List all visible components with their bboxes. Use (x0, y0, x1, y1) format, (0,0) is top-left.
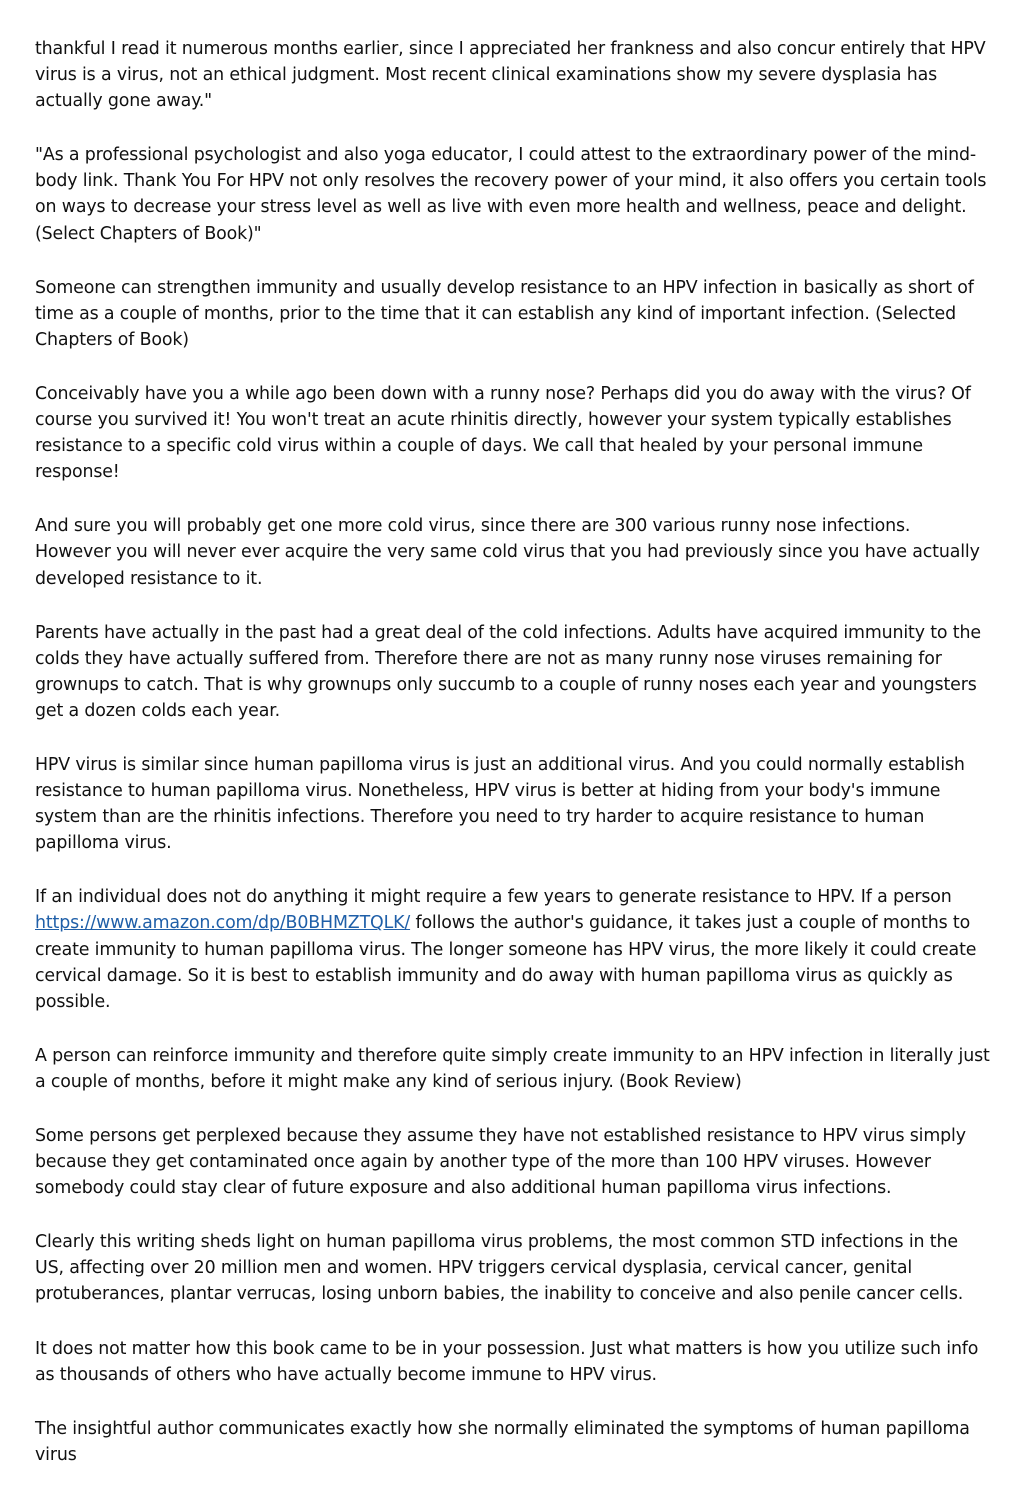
paragraph-psychologist-quote: "As a professional psychologist and also yoga educator, I could attest to the extraordinary power of the mind-body link. Thank You For HPV not only resolves the recovery power of your mind, it also offers you certain tools on ways to decrease your stress level as well as live with even more health and wellness, peace and delight. (Select Chapters of Book)" (35, 145, 987, 244)
link-paragraph-after: follows the author's guidance, it takes just a couple of months to create immunity to human papilloma virus. The longer someone has HPV virus, the more likely it could create cervical damage. So it is best to establish immunity and do away with human papilloma virus as quickly as possible. (35, 913, 977, 1012)
amazon-link[interactable]: https://www.amazon.com/dp/B0BHMZTQLK/ (35, 913, 411, 934)
link-paragraph-before: If an individual does not do anything it might require a few years to generate resistance to HPV. If a person (35, 887, 952, 908)
paragraph-strengthen-immunity: Someone can strengthen immunity and usually develop resistance to an HPV infection in basically as short of time as a couple of months, prior to the time that it can establish any kind of important infection. (Selected Chapters of Book) (35, 277, 974, 350)
paragraph-runny-nose: Conceivably have you a while ago been down with a runny nose? Perhaps did you do away with the virus? Of course you survived it! You won't treat an acute rhinitis directly, however your system typically establishes resistance to a specific cold virus within a couple of days. We call that healed by your personal immune response! (35, 383, 971, 483)
document-body (35, 36, 990, 1496)
paragraph-perplexed: Some persons get perplexed because they assume they have not established resistance to HPV virus simply because they get contaminated once again by another type of the more than 100 HPV viruses. However somebody could stay clear of future exposure and also additional human papilloma virus infections. (35, 1126, 966, 1199)
paragraph-parents: Parents have actually in the past had a great deal of the cold infections. Adults have acquired immunity to the colds they have actually suffered from. Therefore there are not as many runny nose viruses remaining for grownups to catch. That is why grownups only succumb to a couple of runny noses each year and youngsters get a dozen colds each year. (35, 622, 981, 721)
paragraph-hpv-similar: HPV virus is similar since human papilloma virus is just an additional virus. And you could normally establish resistance to human papilloma virus. Nonetheless, HPV virus is better at hiding from your body's immune system than are the rhinitis infections. Therefore you need to try harder to acquire resistance to human papilloma virus. (35, 754, 965, 854)
paragraph-cold-virus: And sure you will probably get one more cold virus, since there are 300 various runny nose infections. However you will never ever acquire the very same cold virus that you had previously since you have actually developed resistance to it. (35, 516, 980, 589)
paragraph-possession: It does not matter how this book came to be in your possession. Just what matters is how you utilize such info as thousands of others who have actually become immune to HPV virus. (35, 1338, 979, 1385)
paragraph-reinforce-immunity: A person can reinforce immunity and therefore quite simply create immunity to an HPV infection in literally just a couple of months, before it might make any kind of serious injury. (Book Review) (35, 1045, 990, 1092)
paragraph-std-infections: Clearly this writing sheds light on human papilloma virus problems, the most common STD infections in the US, affecting over 20 million men and women. HPV triggers cervical dysplasia, cervical cancer, genital protuberances, plantar verrucas, losing unborn babies, the inability to conceive and also penile cancer cells. (35, 1232, 964, 1305)
paragraph-with-link (35, 884, 990, 1014)
paragraph-testimonial-end: thankful I read it numerous months earlier, since I appreciated her frankness and also concur entirely that HPV virus is a virus, not an ethical judgment. Most recent clinical examinations show my severe dysplasia has actually gone away." (35, 39, 986, 112)
paragraph-insightful-author: The insightful author communicates exactly how she normally eliminated the symptoms of human papilloma virus (35, 1418, 970, 1465)
